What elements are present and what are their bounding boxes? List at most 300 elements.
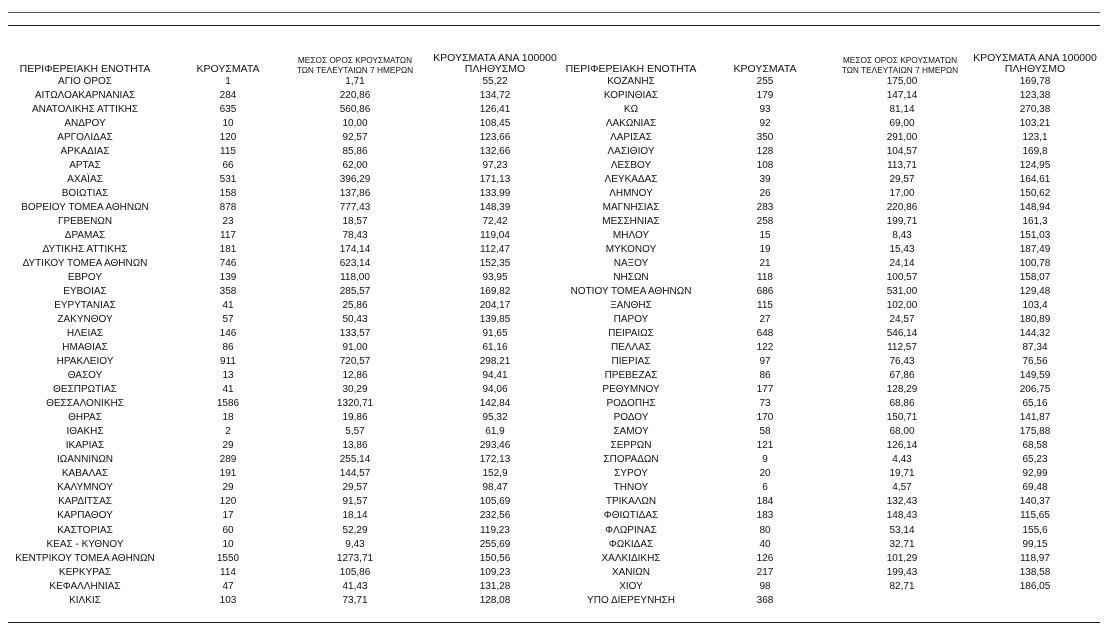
per100k-value: 126,41 [479, 104, 511, 116]
table-header [0, 47, 1110, 75]
cases-value: 283 [756, 202, 774, 214]
cases-value: 27 [759, 314, 771, 326]
cases-value: 289 [219, 454, 237, 466]
cases-value: 15 [759, 230, 771, 242]
region-name: ΚΑΛΥΜΝΟΥ [57, 482, 113, 494]
cases-value: 10 [222, 118, 234, 130]
per100k-value: 187,49 [1019, 244, 1051, 256]
avg-7day-value: 76,43 [889, 356, 915, 368]
avg-7day-value: 220,86 [886, 202, 918, 214]
cases-value: 47 [222, 580, 234, 592]
per100k-value: 123,1 [1022, 132, 1048, 144]
cases-value: 121 [756, 440, 774, 452]
region-name: ΗΜΑΘΙΑΣ [62, 342, 108, 354]
region-name: ΠΕΙΡΑΙΩΣ [608, 328, 654, 340]
region-name: ΦΘΙΩΤΙΔΑΣ [603, 510, 659, 522]
per100k-value: 119,23 [480, 524, 510, 536]
region-name: ΕΥΡΥΤΑΝΙΑΣ [54, 300, 116, 312]
region-name: ΤΗΝΟΥ [613, 482, 649, 494]
header-avg-left: ΜΕΣΟΣ ΟΡΟΣ ΚΡΟΥΣΜΑΤΩΝ ΤΩΝ ΤΕΛΕΥΤΑΙΩΝ 7 ΗΜΕΡΩΝ [296, 55, 414, 75]
region-name: ΓΡΕΒΕΝΩΝ [57, 216, 113, 228]
region-name: ΚΟΖΑΝΗΣ [607, 76, 655, 87]
table-row [0, 411, 1110, 425]
per100k-value: 149,59 [1019, 370, 1051, 382]
avg-7day-value: 50,43 [342, 314, 368, 326]
avg-7day-value: 78,43 [342, 230, 368, 242]
header-avg-right: ΜΕΣΟΣ ΟΡΟΣ ΚΡΟΥΣΜΑΤΩΝ ΤΩΝ ΤΕΛΕΥΤΑΙΩΝ 7 ΗΜΕΡΩΝ [841, 55, 959, 75]
region-name: ΡΟΔΟΥ [613, 412, 649, 424]
header-region-right: ΠΕΡΙΦΕΡΕΙΑΚΗ ΕΝΟΤΗΤΑ [565, 63, 697, 75]
cases-value: 635 [219, 104, 237, 116]
avg-7day-value: 144,57 [339, 468, 371, 480]
avg-7day-value: 18,57 [342, 216, 368, 228]
cases-value: 350 [756, 132, 774, 144]
region-name: ΝΑΞΟΥ [613, 258, 649, 270]
per100k-value: 103,4 [1022, 300, 1048, 312]
per100k-value: 97,23 [482, 160, 508, 172]
table-row [0, 187, 1110, 201]
region-name: ΣΠΟΡΑΔΩΝ [603, 454, 659, 466]
per100k-value: 95,32 [482, 412, 508, 424]
avg-7day-value: 255,14 [339, 454, 371, 466]
avg-7day-value: 285,57 [339, 286, 371, 298]
table-row [0, 383, 1110, 397]
region-name: ΑΙΤΩΛΟΑΚΑΡΝΑΝΙΑΣ [34, 90, 136, 102]
cases-value: 10 [222, 538, 234, 550]
region-name: ΒΟΙΩΤΙΑΣ [61, 188, 109, 200]
cases-value: 93 [759, 104, 771, 116]
avg-7day-value: 81,14 [889, 104, 915, 116]
per100k-value: 180,89 [1019, 314, 1051, 326]
cases-value: 179 [756, 90, 774, 102]
per100k-value: 186,05 [1019, 580, 1051, 592]
cases-value: 97 [759, 356, 771, 368]
region-name: ΥΠΟ ΔΙΕΡΕΥΝΗΣΗ [587, 594, 675, 606]
region-name: ΗΡΑΚΛΕΙΟΥ [56, 356, 114, 368]
region-name: ΜΥΚΟΝΟΥ [605, 244, 657, 256]
avg-7day-value: 62,00 [342, 160, 368, 172]
avg-7day-value: 10,00 [342, 118, 368, 130]
top-rule [8, 25, 1100, 26]
avg-7day-value: 147,14 [886, 90, 918, 102]
per100k-value: 164,61 [1019, 174, 1051, 186]
per100k-value: 298,21 [479, 356, 511, 368]
per100k-value: 103,21 [1019, 118, 1051, 130]
table-row [0, 215, 1110, 229]
cases-value: 41 [222, 300, 234, 312]
per100k-value: 161,3 [1022, 216, 1048, 228]
cases-value: 26 [759, 188, 771, 200]
per100k-value: 87,34 [1022, 342, 1048, 354]
table-row [0, 425, 1110, 439]
per100k-value: 94,06 [482, 384, 508, 396]
table-row [0, 397, 1110, 411]
cases-value: 29 [222, 482, 234, 494]
per100k-value: 115,65 [1020, 510, 1050, 522]
avg-7day-value: 29,57 [889, 174, 915, 186]
region-name: ΙΚΑΡΙΑΣ [65, 440, 105, 452]
avg-7day-value: 396,29 [339, 174, 371, 186]
region-name: ΚΟΡΙΝΘΙΑΣ [603, 90, 659, 102]
avg-7day-value: 53,14 [889, 524, 915, 536]
region-name: ΗΛΕΙΑΣ [66, 328, 104, 340]
per100k-value: 123,66 [479, 132, 511, 144]
header-per100k-right: ΚΡΟΥΣΜΑΤΑ ΑΝΑ 100000 ΠΛΗΘΥΣΜΟ [973, 52, 1097, 75]
per100k-value: 150,62 [1019, 188, 1051, 200]
cases-value: 258 [756, 216, 774, 228]
cases-value: 531 [219, 174, 237, 186]
avg-7day-value: 220,86 [339, 90, 371, 102]
per100k-value: 175,88 [1019, 426, 1051, 438]
avg-7day-value: 623,14 [339, 258, 371, 270]
table-row [0, 369, 1110, 383]
region-name: ΣΥΡΟΥ [614, 468, 648, 480]
per100k-value: 108,45 [479, 118, 511, 130]
cases-value: 98 [759, 580, 771, 592]
per100k-value: 91,65 [482, 328, 508, 340]
table-row [0, 75, 1110, 89]
region-name: ΜΑΓΝΗΣΙΑΣ [602, 202, 660, 214]
avg-7day-value: 101,29 [886, 552, 918, 564]
region-name: ΑΝΑΤΟΛΙΚΗΣ ΑΤΤΙΚΗΣ [31, 104, 139, 116]
table-row [0, 594, 1110, 608]
cases-value: 648 [756, 328, 774, 340]
region-name: ΙΘΑΚΗΣ [66, 426, 104, 438]
region-name: ΑΧΑΪΑΣ [67, 174, 103, 186]
avg-7day-value: 174,14 [339, 244, 371, 256]
per100k-value: 105,69 [479, 496, 511, 508]
region-name: ΙΩΑΝΝΙΝΩΝ [56, 454, 114, 466]
avg-7day-value: 531,00 [886, 286, 918, 298]
table-row [0, 327, 1110, 341]
avg-7day-value: 175,00 [886, 76, 918, 87]
avg-7day-value: 85,86 [342, 146, 368, 158]
region-name: ΑΡΓΟΛΙΔΑΣ [57, 132, 113, 144]
per100k-value: 171,13 [479, 174, 511, 186]
per100k-value: 204,17 [479, 300, 511, 312]
avg-7day-value: 24,57 [889, 314, 915, 326]
cases-value: 73 [759, 398, 771, 410]
cases-value: 117 [220, 230, 236, 242]
region-name: ΚΕΑΣ - ΚΥΘΝΟΥ [46, 538, 124, 550]
region-name: ΘΕΣΠΡΩΤΙΑΣ [53, 384, 117, 396]
avg-7day-value: 128,29 [886, 384, 918, 396]
per100k-value: 92,99 [1022, 468, 1048, 480]
cases-value: 18 [222, 412, 234, 424]
cases-value: 686 [756, 286, 774, 298]
avg-7day-value: 69,00 [889, 118, 915, 130]
per100k-value: 118,97 [1020, 552, 1050, 564]
cases-value: 183 [756, 510, 774, 522]
cases-value: 368 [756, 594, 774, 606]
avg-7day-value: 1,71 [345, 76, 365, 87]
avg-7day-value: 102,00 [886, 300, 918, 312]
cases-value: 358 [219, 286, 237, 298]
per100k-value: 139,85 [479, 314, 511, 326]
per100k-value: 98,47 [482, 482, 508, 494]
table-row [0, 524, 1110, 538]
region-name: ΔΡΑΜΑΣ [64, 230, 106, 242]
avg-7day-value: 199,43 [886, 566, 918, 578]
table-row [0, 229, 1110, 243]
region-name: ΛΗΜΝΟΥ [609, 188, 653, 200]
avg-7day-value: 112,57 [887, 342, 917, 354]
per100k-value: 151,03 [1019, 230, 1051, 242]
region-name: ΝΗΣΩΝ [613, 272, 649, 284]
per100k-value: 99,15 [1022, 538, 1048, 550]
avg-7day-value: 68,00 [889, 426, 915, 438]
avg-7day-value: 132,43 [886, 496, 918, 508]
avg-7day-value: 24,14 [889, 258, 915, 270]
region-name: ΑΡΚΑΔΙΑΣ [60, 146, 110, 158]
cases-value: 60 [222, 524, 234, 536]
region-name: ΕΒΡΟΥ [67, 272, 103, 284]
avg-7day-value: 52,29 [342, 524, 368, 536]
region-name: ΑΝΔΡΟΥ [64, 118, 106, 130]
region-name: ΣΕΡΡΩΝ [610, 440, 652, 452]
region-name: ΔΥΤΙΚΗΣ ΑΤΤΙΚΗΣ [42, 244, 128, 256]
cases-value: 217 [756, 566, 774, 578]
region-name: ΜΗΛΟΥ [612, 230, 650, 242]
avg-7day-value: 82,71 [889, 580, 915, 592]
avg-7day-value: 13,86 [342, 440, 368, 452]
table-row [0, 580, 1110, 594]
cases-value: 1586 [216, 398, 240, 410]
table-row [0, 299, 1110, 313]
per100k-value: 155,6 [1022, 524, 1048, 536]
cases-value: 146 [219, 328, 237, 340]
per100k-value: 129,48 [1019, 286, 1051, 298]
region-name: ΚΕΦΑΛΛΗΝΙΑΣ [49, 580, 121, 592]
cases-value: 746 [219, 258, 237, 270]
table-row [0, 145, 1110, 159]
per100k-value: 169,78 [1019, 76, 1051, 87]
avg-7day-value: 291,00 [886, 132, 918, 144]
per100k-value: 69,48 [1022, 482, 1048, 494]
region-name: ΞΑΝΘΗΣ [610, 300, 652, 312]
region-name: ΤΡΙΚΑΛΩΝ [605, 496, 657, 508]
avg-7day-value: 4,43 [892, 454, 912, 466]
per100k-value: 140,37 [1019, 496, 1051, 508]
region-name: ΡΕΘΥΜΝΟΥ [602, 384, 660, 396]
cases-value: 158 [219, 188, 237, 200]
region-name: ΠΙΕΡΙΑΣ [611, 356, 651, 368]
per100k-value: 152,9 [482, 468, 508, 480]
per100k-value: 134,72 [479, 90, 511, 102]
cases-value: 1 [225, 76, 231, 87]
cases-value: 58 [759, 426, 771, 438]
table-row [0, 467, 1110, 481]
cases-value: 911 [220, 356, 236, 368]
cases-value: 118 [757, 272, 773, 284]
per100k-value: 152,35 [479, 258, 511, 270]
top-rule-thin [8, 12, 1100, 13]
cases-value: 878 [219, 202, 237, 214]
avg-7day-value: 9,43 [345, 538, 365, 550]
region-name: ΧΑΛΚΙΔΙΚΗΣ [601, 552, 661, 564]
table-row [0, 201, 1110, 215]
avg-7day-value: 73,71 [342, 594, 368, 606]
per100k-value: 128,08 [479, 594, 511, 606]
per100k-value: 172,13 [479, 454, 511, 466]
region-name: ΛΕΥΚΑΔΑΣ [604, 174, 658, 186]
per100k-value: 61,16 [482, 342, 508, 354]
cases-value: 20 [759, 468, 771, 480]
cases-value: 139 [219, 272, 237, 284]
cases-value: 170 [756, 412, 774, 424]
table-row [0, 313, 1110, 327]
header-per100k-left: ΚΡΟΥΣΜΑΤΑ ΑΝΑ 100000 ΠΛΗΘΥΣΜΟ [433, 52, 557, 75]
per100k-value: 93,95 [482, 272, 508, 284]
per100k-value: 270,38 [1019, 104, 1051, 116]
per100k-value: 131,28 [479, 580, 511, 592]
region-name: ΚΑΡΔΙΤΣΑΣ [58, 496, 112, 508]
region-name: ΠΑΡΟΥ [613, 314, 649, 326]
cases-value: 126 [756, 552, 774, 564]
per100k-value: 158,07 [1019, 272, 1051, 284]
avg-7day-value: 30,29 [342, 384, 368, 396]
cases-value: 103 [219, 594, 237, 606]
per100k-value: 141,87 [1019, 412, 1051, 424]
table-row [0, 103, 1110, 117]
region-name: ΚΩ [623, 104, 639, 116]
table-body [0, 75, 1110, 608]
region-name: ΛΑΣΙΘΙΟΥ [607, 146, 655, 158]
region-name: ΦΩΚΙΔΑΣ [608, 538, 654, 550]
per100k-value: 124,95 [1019, 160, 1051, 172]
per100k-value: 206,75 [1019, 384, 1051, 396]
per100k-value: 132,66 [479, 146, 511, 158]
cases-value: 57 [222, 314, 234, 326]
avg-7day-value: 17,00 [889, 188, 915, 200]
per100k-value: 232,56 [479, 510, 511, 522]
table-row [0, 271, 1110, 285]
region-name: ΛΑΡΙΣΑΣ [610, 132, 652, 144]
region-name: ΦΛΩΡΙΝΑΣ [605, 524, 657, 536]
region-name: ΚΑΣΤΟΡΙΑΣ [57, 524, 113, 536]
avg-7day-value: 67,86 [889, 370, 915, 382]
per100k-value: 148,39 [479, 202, 511, 214]
cases-value: 19 [759, 244, 771, 256]
region-name: ΠΕΛΛΑΣ [610, 342, 652, 354]
per100k-value: 65,23 [1022, 454, 1048, 466]
cases-value: 39 [759, 174, 771, 186]
avg-7day-value: 105,86 [339, 566, 371, 578]
per100k-value: 72,42 [482, 216, 508, 228]
cases-value: 284 [219, 90, 237, 102]
cases-value: 120 [219, 132, 237, 144]
table-row [0, 131, 1110, 145]
cases-value: 80 [759, 524, 771, 536]
cases-value: 122 [756, 342, 774, 354]
region-name: ΖΑΚΥΝΘΟΥ [57, 314, 113, 326]
region-name: ΧΙΟΥ [619, 580, 643, 592]
avg-7day-value: 91,00 [342, 342, 368, 354]
region-name: ΒΟΡΕΙΟΥ ΤΟΜΕΑ ΑΘΗΝΩΝ [21, 202, 149, 214]
header-region-left: ΠΕΡΙΦΕΡΕΙΑΚΗ ΕΝΟΤΗΤΑ [19, 63, 151, 75]
region-name: ΑΡΤΑΣ [69, 160, 101, 172]
avg-7day-value: 133,57 [339, 328, 371, 340]
avg-7day-value: 25,86 [342, 300, 368, 312]
table-row [0, 257, 1110, 271]
table-row [0, 453, 1110, 467]
table-row [0, 355, 1110, 369]
avg-7day-value: 19,71 [889, 468, 915, 480]
region-name: ΘΕΣΣΑΛΟΝΙΚΗΣ [46, 398, 124, 410]
cases-value: 1550 [216, 552, 240, 564]
region-name: ΚΕΡΚΥΡΑΣ [58, 566, 112, 578]
per100k-value: 169,8 [1022, 146, 1048, 158]
cases-value: 115 [757, 300, 773, 312]
per100k-value: 169,82 [479, 286, 511, 298]
cases-value: 23 [222, 216, 234, 228]
avg-7day-value: 5,57 [345, 426, 365, 438]
table-row [0, 566, 1110, 580]
avg-7day-value: 100,57 [886, 272, 918, 284]
avg-7day-value: 15,43 [889, 244, 915, 256]
region-name: ΑΓΙΟ ΟΡΟΣ [58, 76, 112, 87]
table-row [0, 538, 1110, 552]
header-cases-left: ΚΡΟΥΣΜΑΤΑ [196, 63, 260, 75]
per100k-value: 119,04 [480, 230, 510, 242]
per100k-value: 133,99 [479, 188, 511, 200]
per100k-value: 138,58 [1019, 566, 1051, 578]
cases-value: 177 [756, 384, 774, 396]
per100k-value: 55,22 [482, 76, 508, 87]
region-name: ΛΕΣΒΟΥ [610, 160, 652, 172]
per100k-value: 255,69 [479, 538, 511, 550]
cases-value: 92 [759, 118, 771, 130]
table-row [0, 89, 1110, 103]
table-row [0, 552, 1110, 566]
table-row [0, 509, 1110, 523]
cases-value: 191 [219, 468, 237, 480]
avg-7day-value: 4,57 [892, 482, 912, 494]
cases-value: 255 [756, 76, 774, 87]
cases-value: 66 [222, 160, 234, 172]
region-name: ΚΙΛΚΙΣ [69, 594, 101, 606]
table-row [0, 117, 1110, 131]
per100k-value: 76,56 [1022, 356, 1048, 368]
cases-value: 13 [222, 370, 234, 382]
cases-value: 9 [762, 454, 768, 466]
avg-7day-value: 1273,71 [336, 552, 374, 564]
table-row [0, 243, 1110, 257]
region-name: ΡΟΔΟΠΗΣ [606, 398, 656, 410]
table-row [0, 439, 1110, 453]
per100k-value: 112,47 [480, 244, 510, 256]
avg-7day-value: 19,86 [342, 412, 368, 424]
cases-value: 2 [225, 426, 231, 438]
avg-7day-value: 777,43 [339, 202, 371, 214]
per100k-value: 144,32 [1019, 328, 1051, 340]
avg-7day-value: 199,71 [886, 216, 918, 228]
region-name: ΚΑΡΠΑΘΟΥ [57, 510, 113, 522]
per100k-value: 293,46 [479, 440, 511, 452]
region-name: ΕΥΒΟΙΑΣ [63, 286, 107, 298]
avg-7day-value: 560,86 [339, 104, 371, 116]
region-name: ΜΕΣΣΗΝΙΑΣ [602, 216, 660, 228]
per100k-value: 142,84 [479, 398, 511, 410]
cases-value: 128 [756, 146, 774, 158]
avg-7day-value: 12,86 [342, 370, 368, 382]
avg-7day-value: 148,43 [886, 510, 918, 522]
per100k-value: 65,16 [1022, 398, 1048, 410]
avg-7day-value: 68,86 [889, 398, 915, 410]
cases-value: 184 [756, 496, 774, 508]
region-name: ΧΑΝΙΩΝ [611, 566, 651, 578]
per100k-value: 123,38 [1019, 90, 1051, 102]
